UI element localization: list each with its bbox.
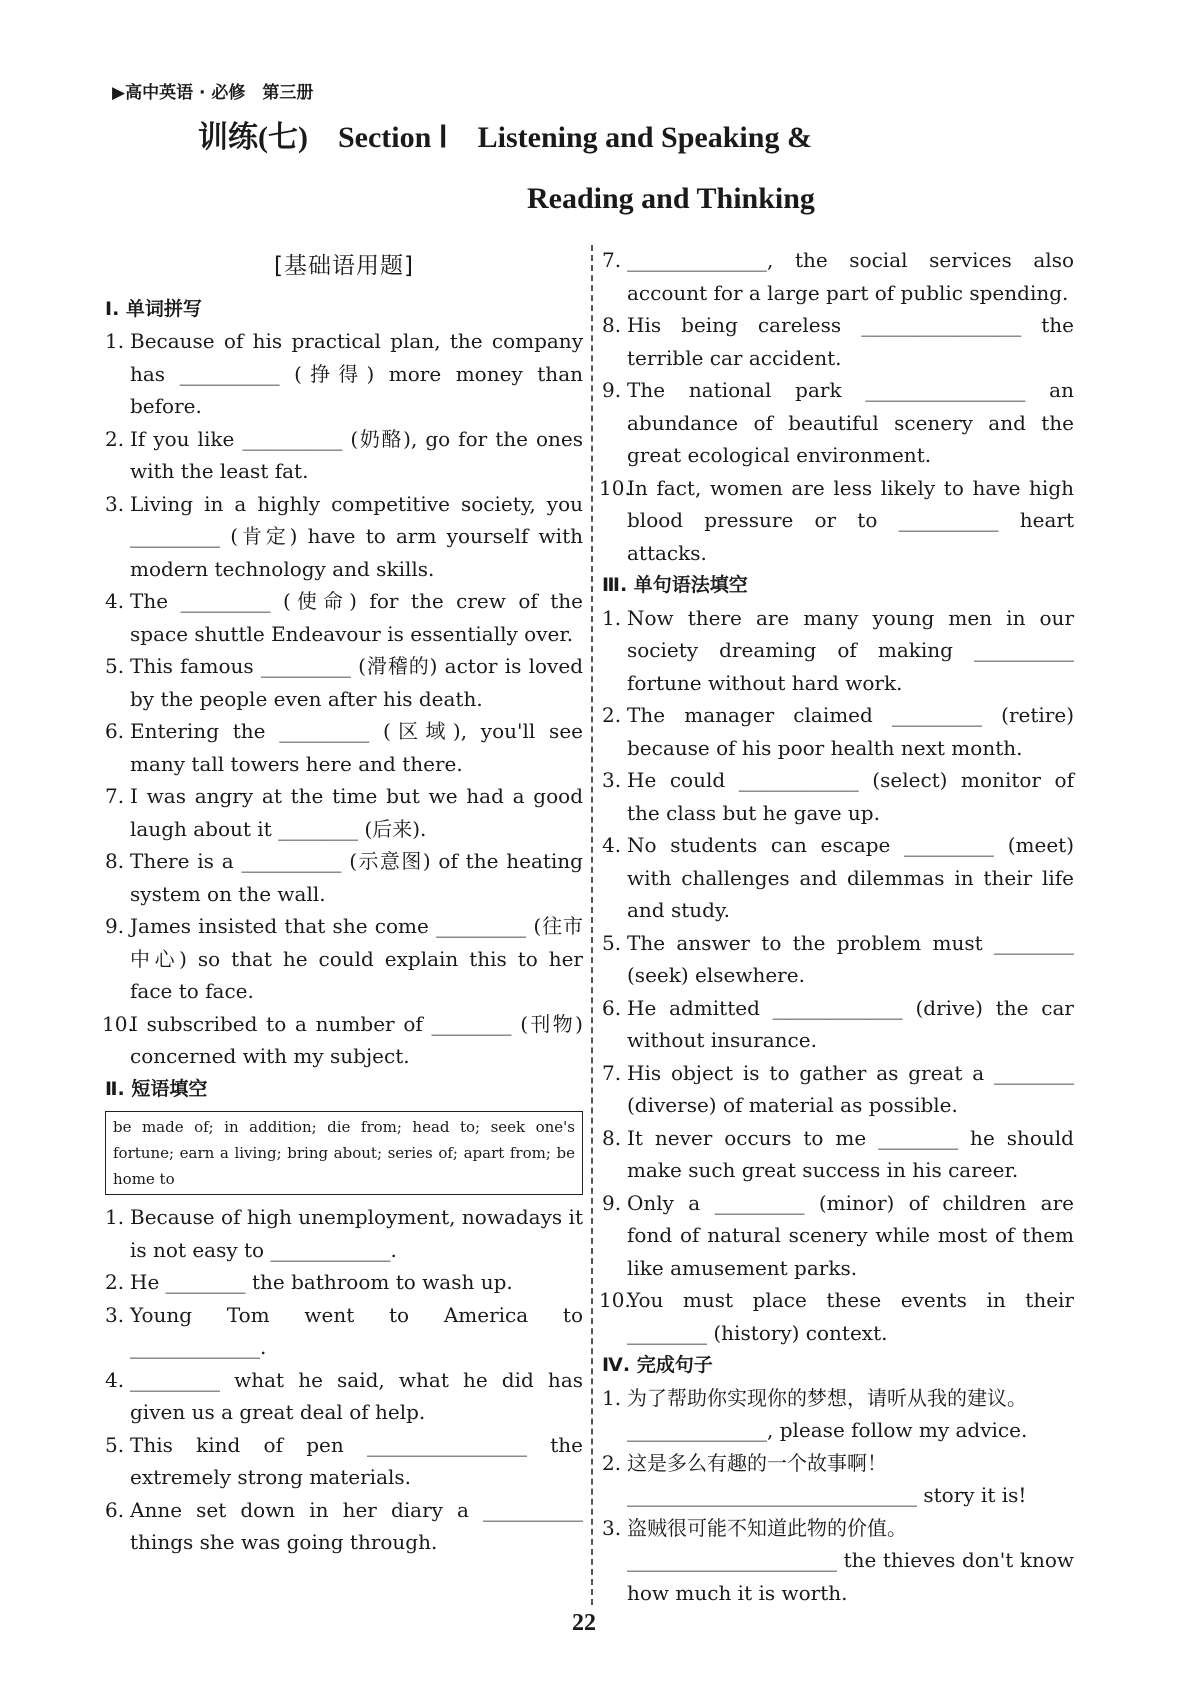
item-text: Only a _________ (minor) of children are fond of natural scenery while most of them like amusement parks. [627, 1190, 1074, 1280]
exercise-item [105, 715, 583, 780]
exercise-item [602, 1187, 1074, 1285]
item-text: If you like __________ (奶酪), go for the ones with the least fat. [130, 426, 583, 483]
item-number: 9. [602, 378, 622, 402]
item-text: Now there are many young men in our society dreaming of making __________ fortune without hard work. [627, 605, 1074, 695]
exercise-item [602, 602, 1074, 700]
exercise-item [105, 1299, 583, 1364]
item-number: 8. [602, 1125, 622, 1150]
exercise-item [602, 764, 1074, 829]
exercise-item [105, 845, 583, 910]
item-number: 2. [105, 426, 125, 451]
exercise-item [105, 1201, 583, 1266]
item-number: 8. [105, 849, 125, 873]
item-number: 10. [599, 475, 631, 500]
page-title-line1: 训练(七) Section Ⅰ Listening and Speaking & [198, 121, 812, 154]
item-number: 5. [105, 654, 125, 678]
item-number: 1. [602, 605, 622, 630]
item-number: 5. [602, 930, 622, 955]
item-text: There is a __________ (示意图) of the heating system on the wall. [130, 849, 583, 906]
item-number: 6. [602, 995, 622, 1020]
item-text: His object is to gather as great a ________ (diverse) of material as possible. [627, 1060, 1074, 1117]
item-number: 6. [105, 719, 125, 743]
item-number: 3. [602, 1515, 622, 1540]
item-number: 2. [602, 1450, 622, 1475]
item-text: Because of high unemployment, nowadays it is not easy to ____________. [130, 1205, 583, 1262]
item-text: In fact, women are less likely to have high blood pressure or to __________ heart attacks. [627, 475, 1074, 565]
triangle-marker-icon: ▶ [112, 83, 126, 103]
item-text: ______________, the social services also account for a large part of public spending. [627, 248, 1074, 305]
item-text: The national park ________________ an abundance of beautiful scenery and the great ecological environment. [627, 378, 1074, 467]
english-answer-line: ______________, please follow my advice. [627, 1418, 1028, 1442]
exercise-item [599, 472, 1074, 570]
english-answer-line: _____________________________ story it is! [627, 1483, 1027, 1507]
exercise-item [105, 1266, 583, 1299]
phrase-box: be made of; in addition; die from; head to; seek one's fortune; earn a living; bring about; series of; apart from; be home to [105, 1111, 583, 1195]
translation-item [602, 1382, 1074, 1447]
item-text: Anne set down in her diary a __________ things she was going through. [130, 1497, 583, 1554]
item-text: He could ____________ (select) monitor of the class but he gave up. [627, 768, 1074, 825]
exercise-item [105, 488, 583, 586]
exercise-item [602, 927, 1074, 992]
item-number: 4. [105, 1367, 125, 1392]
item-number: 7. [602, 248, 622, 272]
book-title: 高中英语 · 必修 第三册 [125, 83, 314, 103]
item-number: 3. [105, 1302, 125, 1327]
item-number: 1. [105, 329, 125, 353]
left-column [102, 244, 583, 1559]
basic-heading: [基础语用题] [274, 253, 414, 279]
exercise-item [602, 1122, 1074, 1187]
exercise-item [105, 423, 583, 488]
item-number: 7. [105, 784, 125, 808]
chinese-prompt: 盗贼很可能不知道此物的价值。 [627, 1515, 907, 1540]
section4-heading: Ⅳ. 完成句子 [602, 1354, 713, 1376]
exercise-item [105, 585, 583, 650]
exercise-item [105, 1364, 583, 1429]
english-answer-line: _____________________ the thieves don't know how much it is worth. [627, 1548, 1074, 1605]
item-number: 3. [602, 768, 622, 792]
item-text: It never occurs to me ________ he should make such great success in his career. [627, 1125, 1074, 1182]
item-number: 6. [105, 1497, 125, 1522]
item-text: Living in a highly competitive society, you _________ (肯定) have to arm yourself with modern technology and skills. [130, 491, 583, 581]
item-text: Young Tom went to America to _____________. [130, 1302, 583, 1359]
item-text: James insisted that she come _________ (往市中心) so that he could explain this to her face to face. [130, 914, 583, 1003]
item-text: The _________ (使命) for the crew of the space shuttle Endeavour is essentially over. [130, 589, 583, 646]
exercise-item [602, 244, 1074, 309]
exercise-item [105, 650, 583, 715]
page-title-line2: Reading and Thinking [527, 182, 815, 215]
exercise-item [105, 1429, 583, 1494]
book-header [112, 78, 313, 103]
exercise-item [105, 325, 583, 423]
translation-item [602, 1512, 1074, 1610]
item-text: This famous _________ (滑稽的) actor is loved by the people even after his death. [130, 654, 583, 711]
item-number: 7. [602, 1060, 622, 1085]
item-text: I was angry at the time but we had a good laugh about it ________ (后来). [130, 784, 583, 841]
section3-heading: Ⅲ. 单句语法填空 [602, 574, 748, 596]
item-number: 4. [105, 589, 125, 613]
right-column [599, 244, 1074, 1609]
item-text: No students can escape _________ (meet) with challenges and dilemmas in their life and study. [627, 833, 1074, 922]
item-number: 4. [602, 833, 622, 857]
item-number: 2. [105, 1270, 125, 1294]
chinese-prompt: 这是多么有趣的一个故事啊！ [627, 1450, 887, 1475]
item-number: 10. [102, 1011, 134, 1036]
item-number: 8. [602, 313, 622, 337]
exercise-item [602, 1057, 1074, 1122]
exercise-item [105, 780, 583, 845]
item-number: 5. [105, 1432, 125, 1457]
section2-heading: Ⅱ. 短语填空 [105, 1077, 208, 1100]
item-text: He admitted _____________ (drive) the car without insurance. [627, 995, 1074, 1052]
exercise-item [602, 699, 1074, 764]
item-text: The manager claimed _________ (retire) because of his poor health next month. [627, 703, 1074, 760]
item-text: His being careless ________________ the terrible car accident. [627, 313, 1074, 370]
item-number: 1. [105, 1205, 125, 1229]
item-number: 2. [602, 703, 622, 727]
item-text: The answer to the problem must ________ (seek) elsewhere. [627, 930, 1074, 987]
item-text: _________ what he said, what he did has given us a great deal of help. [130, 1367, 583, 1424]
chinese-prompt: 为了帮助你实现你的梦想，请听从我的建议。 [627, 1385, 1027, 1410]
page-number: 22 [572, 1610, 596, 1636]
item-number: 10. [599, 1288, 631, 1312]
exercise-item [105, 1494, 583, 1559]
item-number: 3. [105, 491, 125, 516]
item-text: This kind of pen ________________ the extremely strong materials. [130, 1432, 583, 1489]
exercise-item [102, 1008, 583, 1073]
item-text: I subscribed to a number of ________ (刊物) concerned with my subject. [130, 1011, 583, 1068]
item-text: Because of his practical plan, the company has __________ (挣得) more money than before. [130, 329, 583, 418]
item-number: 9. [602, 1190, 622, 1215]
exercise-item [602, 829, 1074, 927]
translation-item [602, 1447, 1074, 1512]
exercise-item [602, 309, 1074, 374]
exercise-item [599, 1284, 1074, 1349]
item-number: 9. [105, 914, 125, 938]
section1-heading: Ⅰ. 单词拼写 [105, 297, 202, 320]
exercise-item [602, 992, 1074, 1057]
item-number: 1. [602, 1385, 622, 1410]
exercise-item [105, 910, 583, 1008]
exercise-item [602, 374, 1074, 472]
item-text: Entering the _________ (区域), you'll see many tall towers here and there. [130, 719, 583, 776]
item-text: You must place these events in their ________ (history) context. [627, 1288, 1074, 1345]
item-text: He ________ the bathroom to wash up. [130, 1270, 513, 1294]
column-divider [591, 245, 593, 1605]
